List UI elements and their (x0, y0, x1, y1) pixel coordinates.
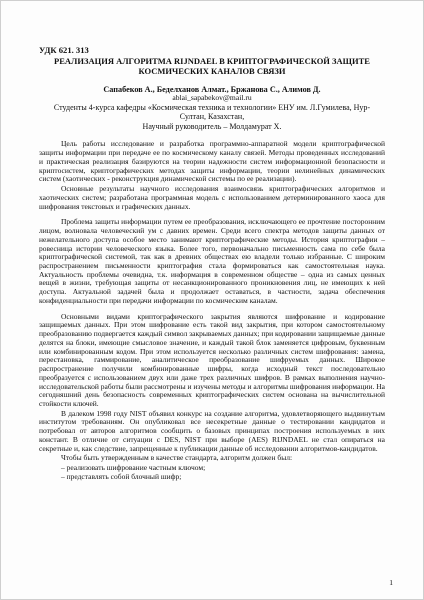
paragraph-nist: В далеком 1998 году NIST объявил конкурс на создание алгоритма, удовлетворяющего выдвинутым институтом требованиям. Он опубликовал все несекретные данные о тестировании кандидатов и потребовал от авторов алгоритмов сообщить о базовых принципах построения используемых в них констант. В отличие от ситуации с DES, NIST при выборе (AES) RIJNDAEL не стал опираться на секретные и, как следствие, запрещенные к публикации данные об исследовании алгоритмов-кандидатов. (39, 408, 385, 453)
scientific-advisor: Научный руководитель – Молдамурат Х. (142, 121, 282, 131)
list-item: – реализовать шифрование частным ключом; (61, 463, 206, 473)
affiliation (39, 103, 385, 122)
title-line-2: КОСМИЧЕСКИХ КАНАЛОВ СВЯЗИ (138, 65, 286, 76)
authors: Сапабеков А., Беделханов Алмат., Бржанова С., Алимов Д. (103, 84, 321, 94)
paper-title (39, 57, 385, 77)
paper-body (39, 140, 385, 481)
affiliation-line-2: Султан, Казахстан, (179, 112, 245, 122)
paragraph-problem: Проблема защиты информации путем ее преобразования, исключающего ее прочтение посторонним лицом, волновала человеческий ум с давних времен. Среди всего спектра методов защиты данных от нежелательного доступа особое место занимают криптографические методы. История криптографии – ровесница истории человеческого языка. Более того, первоначально письменность сама по себе была криптографической системой, так как в древних обществах ею владели только избранные. С широким распространением письменности криптография стала формироваться как самостоятельная наука. Актуальность проблемы очевидна, т.к. информация в современном обществе – одна из самых ценных вещей в жизни, требующая защиты от несанкционированного проникновения лиц, не имеющих к ней доступа. Актуальной задачей была и продолжает оставаться, в частности, задача обеспечения конфиденциальности при передачи информации по космическим каналам. (39, 217, 385, 305)
author-email: ablai_sapabekov@mail.ru (172, 92, 252, 102)
requirements-list (39, 464, 385, 481)
paragraph-requirements: Чтобы быть утвержденным в качестве стандарта, алгоритм должен был: (61, 453, 293, 463)
paragraph-goal: Цель работы исследование и разработка программно-аппаратной модели криптографической защиты информации при передаче ее по космическому каналу связей. Методы проведенных исследований и практическая реализация базируются на теории надежности систем информационной безопасности и криптосистем, криптографических методах защиты информации, теории нелинейных динамических систем (хаотических - реконструкция динамической системы по ее реализации). (39, 139, 385, 184)
affiliation-line-1: Студенты 4-курса кафедры «Космическая техника и технологии» ЕНУ им. Л.Гумилева, Нур- (53, 102, 371, 112)
paragraph-methods: Основными видами криптографического закрытия являются шифрование и кодирование защищаемых данных. При этом шифрование есть такой вид закрытия, при котором самостоятельному преобразованию подвергается каждый символ закрываемых данных; при кодировании защищаемые данные делятся на блоки, имеющие смысловое значение, и каждый такой блок заменяется цифровым, буквенным или комбинированным кодом. При этом используется несколько различных систем шифрования: замена, перестановка, гаммирование, аналитическое преобразование шифруемых данных. Широкое распространение получили комбинированные шифры, когда исходный текст последовательно преобразуется с использованием двух или даже трех различных шифров. В рамках выполнения научно-исследовательской работы были рассмотрены и изучены методы и алгоритмы шифрования информации. На сегодняшний день безопасность современных криптографических систем основана на вычислительной стойкости ключей. (39, 311, 385, 409)
page-number: 1 (389, 578, 393, 587)
title-line-1: РЕАЛИЗАЦИЯ АЛГОРИТМА RIJNDAEL В КРИПТОГРАФИЧЕСКОЙ ЗАЩИТЕ (54, 56, 370, 66)
paragraph-results: Основные результаты научного исследования взаимосвязь криптографических алгоритмов и хаотических систем; разработана программная модель с использованием детерминированного хаоса для шифрования текстовых и графических данных. (39, 184, 385, 211)
udk-code: УДК 621. 313 (39, 45, 89, 55)
list-item: – представлять собой блочный шифр; (61, 471, 182, 481)
